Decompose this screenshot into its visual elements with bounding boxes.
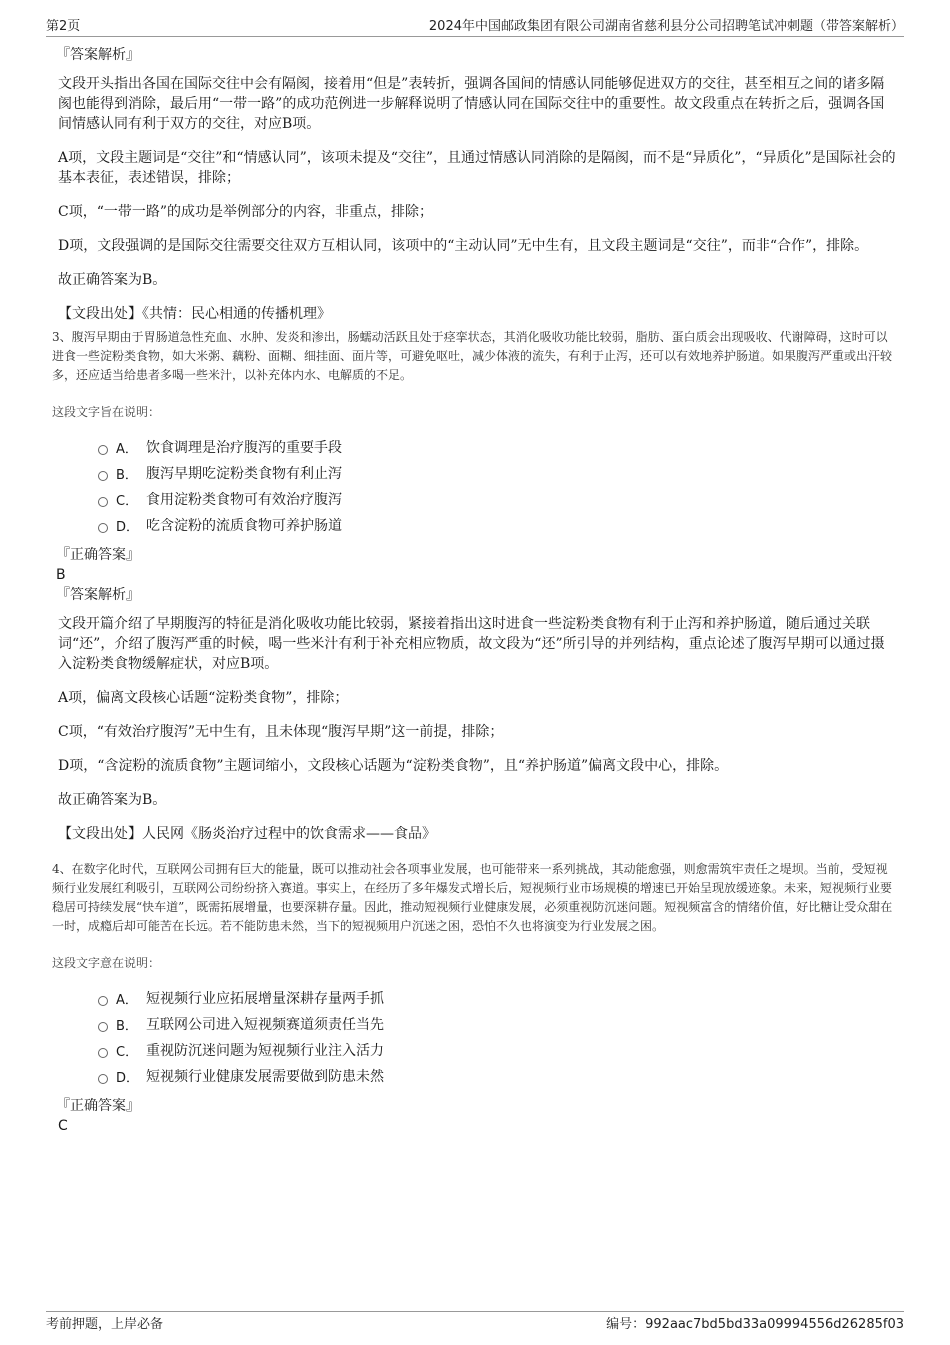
option-letter: C． (116, 1044, 139, 1060)
analysis-conclusion: 故正确答案为B。 (58, 272, 167, 288)
option-d[interactable] (98, 512, 896, 538)
option-text: 重视防沉迷问题为短视频行业注入活力 (146, 1043, 384, 1059)
option-b[interactable] (98, 1011, 896, 1037)
option-text: 饮食调理是治疗腹泻的重要手段 (146, 440, 342, 456)
option-d[interactable] (98, 1063, 896, 1089)
option-text: 食用淀粉类食物可有效治疗腹泻 (146, 492, 342, 508)
page-header (46, 14, 904, 37)
source-citation: 【文段出处】《共情：民心相通的传播机理》 (58, 306, 331, 322)
analysis-conclusion: 故正确答案为B。 (58, 792, 167, 808)
analysis-label: 『答案解析』 (56, 47, 140, 63)
footer-slogan: 考前押题，上岸必备 (46, 1317, 164, 1332)
radio-icon[interactable] (98, 1022, 108, 1032)
radio-icon[interactable] (98, 1074, 108, 1084)
analysis-paragraph: D项，“含淀粉的流质食物”主题词缩小，文段核心话题为“淀粉类食物”，且“养护肠道”偏离文段中心，排除。 (58, 758, 729, 774)
analysis-paragraph: 文段开头指出各国在国际交往中会有隔阂，接着用“但是”表转折，强调各国间的情感认同能够促进双方的交往，甚至相互之间的诸多隔阂也能得到消除，最后用“一带一路”的成功范例进一步解释说明了情感认同在国际交往中的重要性。故文段重点在转折之后，强调各国间情感认同有利于双方的交往，对应B项。 (58, 76, 885, 132)
analysis-label: 『答案解析』 (56, 587, 140, 603)
option-text: 互联网公司进入短视频赛道须责任当先 (146, 1017, 384, 1033)
radio-icon[interactable] (98, 445, 108, 455)
option-text: 短视频行业健康发展需要做到防患未然 (146, 1069, 384, 1085)
option-c[interactable] (98, 1037, 896, 1063)
analysis-paragraph: A项，文段主题词是“交往”和“情感认同”，该项未提及“交往”，且通过情感认同消除的是隔阂，而不是“异质化”，“异质化”是国际社会的基本表征，表述错误，排除； (58, 150, 896, 186)
option-b[interactable] (98, 460, 896, 486)
option-text: 吃含淀粉的流质食物可养护肠道 (146, 518, 342, 534)
radio-icon[interactable] (98, 471, 108, 481)
option-letter: B． (116, 467, 138, 483)
correct-answer: B (56, 567, 66, 583)
page-number: 第2页 (46, 19, 81, 34)
analysis-paragraph: A项，偏离文段核心话题“淀粉类食物”，排除； (58, 690, 349, 706)
option-letter: A． (116, 992, 138, 1008)
correct-answer-label: 『正确答案』 (56, 547, 140, 563)
radio-icon[interactable] (98, 1048, 108, 1058)
option-letter: D． (116, 519, 140, 535)
question-4-text: 4、在数字化时代，互联网公司拥有巨大的能量，既可以推动社会各项事业发展，也可能带来一系列挑战，其动能愈强，则愈需筑牢责任之堤坝。当前，受短视频行业发展红利吸引，互联网公司纷纷挤入赛道。事实上，在经历了多年爆发式增长后，短视频行业市场规模的增速已开始呈现放缓迹象。未来，短视频行业要稳居可持续发展“快车道”，既需拓展增量，也要深耕存量。因此，推动短视频行业健康发展，必须重视防沉迷问题。短视频富含的情绪价值，好比糖让受众甜在一时，成瘾后却可能苦在长远。若不能防患未然，当下的短视频用户沉迷之困，恐怕不久也将演变为行业发展之困。 (52, 862, 893, 933)
analysis-paragraph: C项，“有效治疗腹泻”无中生有，且未体现“腹泻早期”这一前提，排除； (58, 724, 504, 740)
option-letter: C． (116, 493, 139, 509)
page-footer (46, 1311, 904, 1332)
option-text: 短视频行业应拓展增量深耕存量两手抓 (146, 991, 384, 1007)
analysis-paragraph: 文段开篇介绍了早期腹泻的特征是消化吸收功能比较弱，紧接着指出这时进食一些淀粉类食物有利于止泻和养护肠道，随后通过关联词“还”，介绍了腹泻严重的时候，喝一些米汁有利于补充相应物质，故文段为“还”所引导的并列结构，重点论述了腹泻早期可以通过摄入淀粉类食物缓解症状，对应B项。 (58, 616, 885, 672)
source-citation: 【文段出处】人民网《肠炎治疗过程中的饮食需求——食品》 (58, 826, 436, 842)
question-4-prompt: 这段文字意在说明： (52, 956, 161, 970)
question-3-text: 3、腹泻早期由于胃肠道急性充血、水肿、发炎和渗出，肠蠕动活跃且处于痉挛状态，其消化吸收功能比较弱，脂肪、蛋白质会出现吸收、代谢障碍，这时可以进食一些淀粉类食物，如大米粥、藕粉、面糊、细挂面、面片等，可避免呕吐，减少体液的流失，有利于止泻，还可以有效地养护肠道。如果腹泻严重或出汗较多，还应适当给患者多喝一些米汁，以补充体内水、电解质的不足。 (52, 330, 893, 382)
option-letter: A． (116, 441, 138, 457)
option-a[interactable] (98, 985, 896, 1011)
analysis-paragraph: C项，“一带一路”的成功是举例部分的内容，非重点，排除； (58, 204, 434, 220)
document-title: 2024年中国邮政集团有限公司湖南省慈利县分公司招聘笔试冲刺题（带答案解析） (428, 19, 904, 34)
option-letter: D． (116, 1070, 140, 1086)
option-letter: B． (116, 1018, 138, 1034)
radio-icon[interactable] (98, 523, 108, 533)
correct-answer: C (58, 1118, 68, 1134)
correct-answer-label: 『正确答案』 (56, 1098, 140, 1114)
radio-icon[interactable] (98, 497, 108, 507)
option-text: 腹泻早期吃淀粉类食物有利止泻 (146, 466, 342, 482)
document-id: 编号：992aac7bd5bd33a09994556d26285f03 (606, 1317, 904, 1332)
radio-icon[interactable] (98, 996, 108, 1006)
analysis-paragraph: D项，文段强调的是国际交往需要交往双方互相认同，该项中的“主动认同”无中生有，且文段主题词是“交往”，而非“合作”，排除。 (58, 238, 869, 254)
option-c[interactable] (98, 486, 896, 512)
option-a[interactable] (98, 434, 896, 460)
document-body (52, 44, 896, 1135)
question-3-prompt: 这段文字旨在说明： (52, 405, 161, 419)
